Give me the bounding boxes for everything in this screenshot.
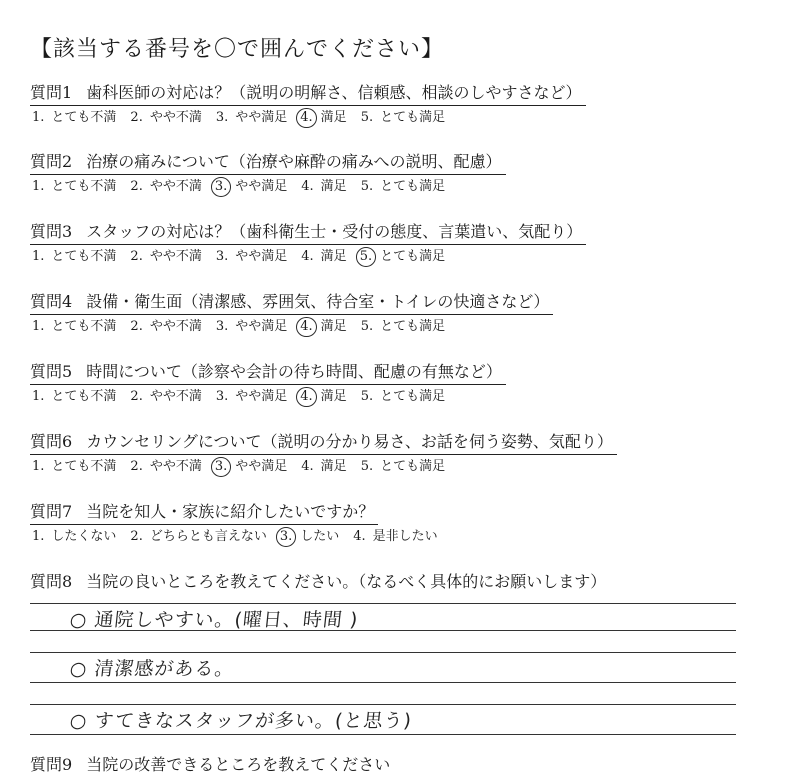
option-label: やや満足: [235, 319, 288, 334]
option-number: 3.: [215, 110, 229, 125]
selected-option[interactable]: [299, 388, 346, 406]
question-heading: [30, 83, 586, 103]
option[interactable]: [359, 178, 445, 196]
option-label: とても不満: [51, 179, 117, 194]
option-number: 2.: [130, 319, 143, 334]
selected-option[interactable]: [299, 318, 346, 336]
option-label: とても不満: [51, 389, 117, 404]
question-number: 質問7: [30, 502, 73, 521]
option[interactable]: [30, 388, 116, 406]
circled-option-number: 4.: [296, 108, 316, 128]
answer-options: [30, 318, 770, 336]
question-number: 質問2: [30, 152, 73, 171]
option-label: したくない: [51, 529, 117, 544]
option[interactable]: [214, 388, 287, 406]
question-7: [30, 502, 770, 546]
question-heading: [30, 152, 506, 172]
option-label: 満足: [320, 110, 347, 125]
option-number: 5.: [360, 319, 374, 334]
option[interactable]: [128, 458, 201, 476]
answer-options: [30, 248, 770, 266]
circled-option-number: 4.: [296, 387, 316, 407]
option-label: とても満足: [380, 459, 446, 474]
question-text: 当院の改善できるところを教えてください: [86, 755, 391, 774]
option-number: 4.: [301, 249, 314, 264]
answer-options: [30, 458, 770, 476]
option-number: 2.: [130, 249, 143, 264]
question-text: 歯科医師の対応は？（説明の明解さ、信頼感、相談のしやすさなど）: [86, 83, 582, 102]
option-label: やや不満: [149, 459, 202, 474]
question-heading: [30, 432, 617, 452]
option[interactable]: [359, 458, 445, 476]
option-label: とても満足: [380, 319, 446, 334]
option[interactable]: [128, 248, 201, 266]
option-label: とても満足: [380, 110, 446, 125]
option-number: 3.: [215, 389, 229, 404]
circled-option-number: 5.: [356, 247, 376, 267]
selected-option[interactable]: [299, 109, 346, 127]
option-label: とても満足: [380, 249, 446, 264]
option-label: やや満足: [235, 179, 288, 194]
option-label: やや不満: [149, 249, 202, 264]
option-number: 4.: [301, 179, 314, 194]
writing-line: [30, 603, 736, 604]
option[interactable]: [128, 528, 266, 546]
option-label: やや不満: [149, 110, 202, 125]
option[interactable]: [214, 248, 287, 266]
question-heading: [30, 362, 506, 382]
option-number: 4.: [353, 529, 366, 544]
question-number: 質問1: [30, 83, 73, 102]
circled-option-number: 3.: [211, 177, 231, 197]
question-text: 時間について（診察や会計の待ち時間、配慮の有無など）: [86, 362, 502, 381]
option[interactable]: [299, 458, 346, 476]
option[interactable]: [128, 178, 201, 196]
question-number: 質問6: [30, 432, 73, 451]
option-number: 2.: [130, 459, 143, 474]
option-label: 是非したい: [372, 529, 438, 544]
option-number: 5.: [360, 459, 374, 474]
question-text: 設備・衛生面（清潔感、雰囲気、待合室・トイレの快適さなど）: [86, 292, 550, 311]
question-text: 治療の痛みについて（治療や麻酔の痛みへの説明、配慮）: [86, 152, 502, 171]
question-text: 当院の良いところを教えてください。（なるべく具体的にお願いします）: [86, 572, 607, 591]
option-number: 3.: [215, 249, 229, 264]
option-number: 1.: [32, 459, 45, 474]
question-heading: [30, 572, 770, 592]
option-number: 5.: [360, 389, 374, 404]
option-number: 1.: [32, 319, 45, 334]
option[interactable]: [30, 528, 116, 546]
option-label: 満足: [320, 459, 347, 474]
question-number: 質問4: [30, 292, 73, 311]
option-number: 5.: [360, 179, 374, 194]
option-number: 1.: [32, 389, 45, 404]
question-3: [30, 222, 770, 266]
question-text: 当院を知人・家族に紹介したいですか？: [86, 502, 375, 521]
answer-options: [30, 388, 770, 406]
question-heading: [30, 292, 553, 312]
option-label: とても不満: [51, 319, 117, 334]
option-number: 3.: [215, 319, 229, 334]
option-number: 2.: [130, 389, 143, 404]
option[interactable]: [299, 248, 346, 266]
option-label: やや満足: [235, 459, 288, 474]
answer-lines: [30, 600, 736, 740]
option[interactable]: [351, 528, 437, 546]
option-label: やや不満: [149, 389, 202, 404]
option-label: どちらとも言えない: [149, 529, 267, 544]
option[interactable]: [128, 388, 201, 406]
option[interactable]: [30, 248, 116, 266]
option-number: 2.: [130, 529, 143, 544]
writing-line: [30, 734, 736, 735]
option[interactable]: [359, 109, 445, 127]
question-text: スタッフの対応は？（歯科衛生士・受付の態度、言葉遣い、気配り）: [86, 222, 583, 241]
option-label: とても不満: [51, 249, 117, 264]
circled-option-number: 4.: [296, 317, 316, 337]
option-label: とても不満: [51, 110, 117, 125]
question-heading: [30, 502, 378, 522]
option-label: 満足: [320, 389, 347, 404]
option-label: 満足: [320, 319, 347, 334]
option-label: やや不満: [149, 319, 202, 334]
option-label: やや満足: [235, 110, 288, 125]
answer-options: [30, 109, 770, 127]
answer-options: [30, 178, 770, 196]
option-number: 1.: [32, 249, 45, 264]
circled-option-number: 3.: [276, 527, 296, 547]
question-number: 質問3: [30, 222, 73, 241]
writing-line: [30, 704, 736, 705]
page-title: 【該当する番号を〇で囲んでください】: [30, 37, 445, 62]
option-number: 1.: [32, 110, 45, 125]
option-number: 2.: [130, 110, 143, 125]
handwritten-answer: ○ すてきなスタッフが多い。(と思う): [68, 710, 414, 732]
option[interactable]: [128, 109, 201, 127]
handwritten-answer: ○ 通院しやすい。(曜日、時間 ): [68, 609, 360, 631]
option-number: 4.: [301, 459, 314, 474]
option[interactable]: [128, 318, 201, 336]
writing-line: [30, 652, 736, 653]
option-label: とても満足: [380, 179, 446, 194]
question-text: カウンセリングについて（説明の分かり易さ、お話を伺う姿勢、気配り）: [86, 432, 613, 451]
question-number: 質問5: [30, 362, 73, 381]
option[interactable]: [359, 318, 445, 336]
option-label: とても満足: [380, 389, 446, 404]
selected-option[interactable]: [279, 528, 339, 546]
option[interactable]: [30, 178, 116, 196]
question-4: [30, 292, 770, 336]
question-2: [30, 152, 770, 196]
answer-options: [30, 528, 770, 546]
question-heading: [30, 222, 586, 242]
handwritten-answer: ○ 清潔感がある。: [68, 658, 236, 680]
option[interactable]: [214, 318, 287, 336]
question-number: 質問8: [30, 572, 73, 591]
writing-line: [30, 682, 736, 683]
option-number: 2.: [130, 179, 143, 194]
option[interactable]: [30, 458, 116, 476]
selected-option[interactable]: [214, 458, 287, 476]
option-number: 5.: [360, 110, 374, 125]
option[interactable]: [299, 178, 346, 196]
selected-option[interactable]: [359, 248, 445, 266]
option[interactable]: [30, 109, 116, 127]
option-label: とても不満: [51, 459, 117, 474]
option-label: 満足: [320, 179, 347, 194]
option[interactable]: [30, 318, 116, 336]
option-label: したい: [300, 529, 340, 544]
question-8: [30, 572, 770, 592]
option-label: やや満足: [235, 389, 288, 404]
option-label: やや満足: [235, 249, 288, 264]
option[interactable]: [214, 109, 287, 127]
circled-option-number: 3.: [211, 457, 231, 477]
option-number: 1.: [32, 529, 45, 544]
question-6: [30, 432, 770, 476]
option-label: やや不満: [149, 179, 202, 194]
option-number: 1.: [32, 179, 45, 194]
selected-option[interactable]: [214, 178, 287, 196]
option[interactable]: [359, 388, 445, 406]
question-number: 質問9: [30, 755, 73, 774]
writing-line: [30, 630, 736, 631]
question-1: [30, 83, 770, 127]
option-label: 満足: [320, 249, 347, 264]
question-5: [30, 362, 770, 406]
